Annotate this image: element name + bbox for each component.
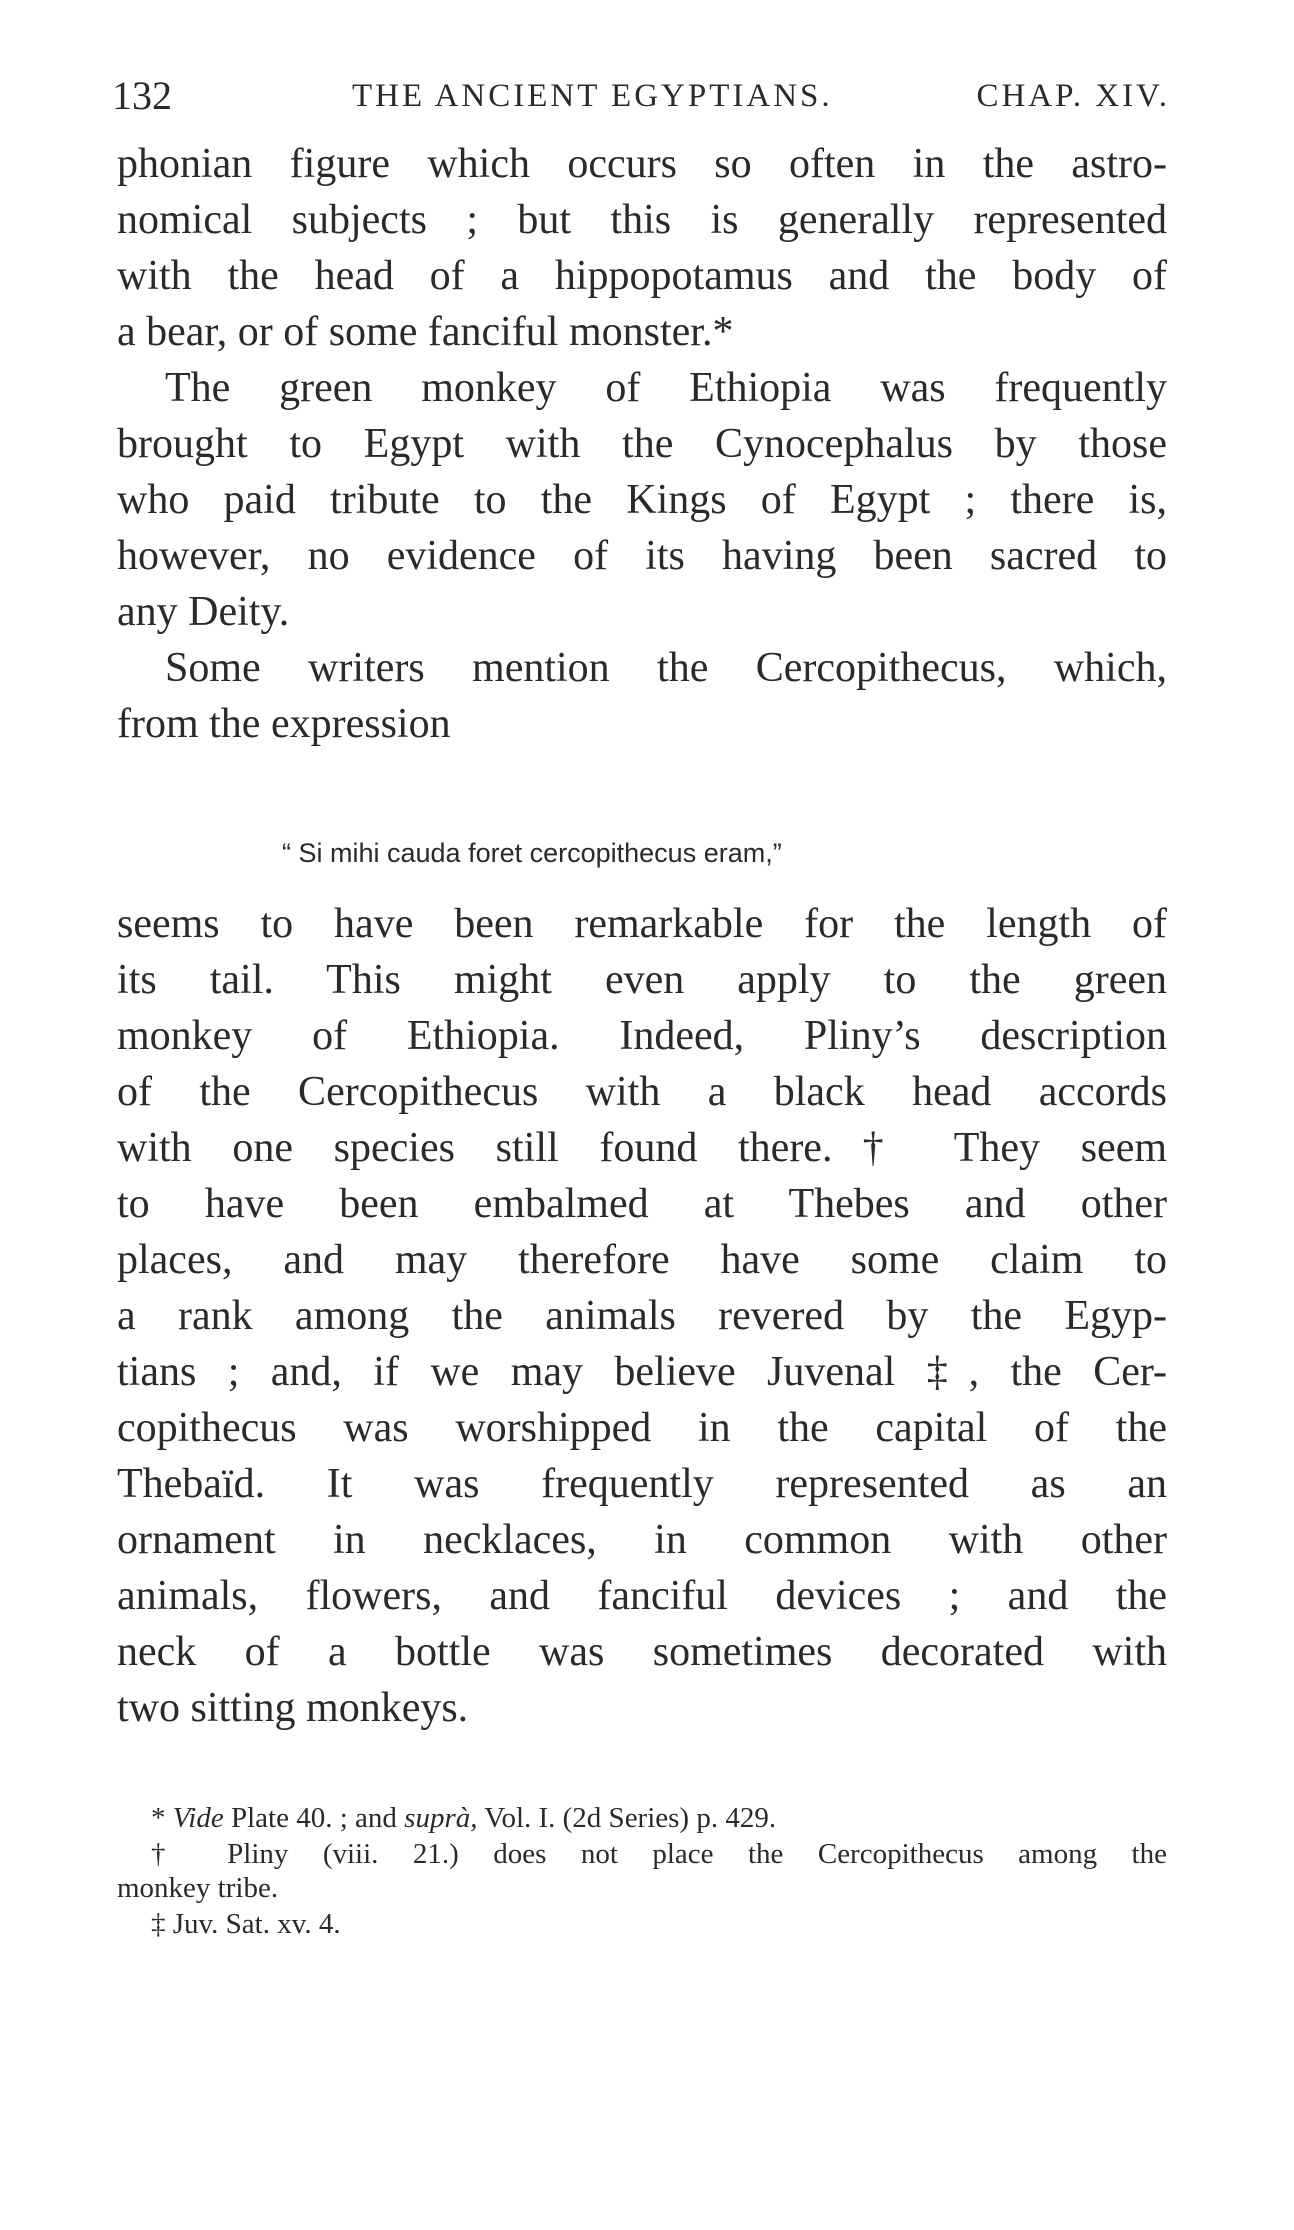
- running-title: THE ANCIENT EGYPTIANS.: [352, 78, 833, 114]
- body-line: from the expression: [117, 701, 451, 747]
- body-line: two sitting monkeys.: [117, 1685, 469, 1731]
- body-line: places, and may therefore have some claim to: [117, 1237, 1167, 1283]
- body-line: a bear, or of some fanciful monster.*: [117, 309, 734, 355]
- body-line: however, no evidence of its having been sacred to: [117, 533, 1167, 579]
- body-line: ornament in necklaces, in common with other: [117, 1517, 1167, 1563]
- body-line: Some writers mention the Cercopithecus, which,: [165, 645, 1167, 691]
- running-head: [112, 72, 1170, 128]
- body-line: animals, flowers, and fanciful devices ; and the: [117, 1573, 1167, 1619]
- footnote-2: † Pliny (viii. 21.) does not place the Cercopithecus among the: [151, 1838, 1167, 1870]
- body-line: brought to Egypt with the Cynocephalus by those: [117, 421, 1167, 467]
- body-line: nomical subjects ; but this is generally represented: [117, 197, 1167, 243]
- body-line: monkey of Ethiopia. Indeed, Pliny’s description: [117, 1013, 1167, 1059]
- body-line: seems to have been remarkable for the length of: [117, 901, 1167, 947]
- body-line: to have been embalmed at Thebes and other: [117, 1181, 1167, 1227]
- chapter-label: CHAP. XIV.: [976, 78, 1170, 114]
- body-line: with the head of a hippopotamus and the body of: [117, 253, 1167, 299]
- body-line: tians ; and, if we may believe Juvenal ‡, the Cer-: [117, 1349, 1167, 1395]
- block-quote: “ Si mihi cauda foret cercopithecus eram,”: [282, 838, 782, 868]
- body-line: of the Cercopithecus with a black head accords: [117, 1069, 1167, 1115]
- body-line: The green monkey of Ethiopia was frequently: [165, 365, 1167, 411]
- body-line: with one species still found there.† They seem: [117, 1125, 1167, 1171]
- body-line: its tail. This might even apply to the green: [117, 957, 1167, 1003]
- page-number: 132: [112, 73, 172, 118]
- body-line: a rank among the animals revered by the Egyp-: [117, 1293, 1167, 1339]
- body-line: Thebaïd. It was frequently represented as an: [117, 1461, 1167, 1507]
- body-line: neck of a bottle was sometimes decorated with: [117, 1629, 1167, 1675]
- footnote-text: Vol. I. (2d Series) p. 429.: [484, 1802, 777, 1834]
- footnote-mark: *: [151, 1802, 166, 1834]
- footnote-supra: suprà,: [404, 1802, 478, 1834]
- footnote-vide: Vide: [172, 1802, 224, 1834]
- body-line: phonian figure which occurs so often in the astro-: [117, 141, 1167, 187]
- footnote-3: ‡ Juv. Sat. xv. 4.: [151, 1908, 341, 1940]
- footnote-1: [151, 1800, 1167, 1836]
- body-line: who paid tribute to the Kings of Egypt ; there is,: [117, 477, 1167, 523]
- body-line: any Deity.: [117, 589, 290, 635]
- footnote-2-continued: monkey tribe.: [117, 1872, 279, 1904]
- body-line: copithecus was worshipped in the capital of the: [117, 1405, 1167, 1451]
- footnote-text: Plate 40. ; and: [231, 1802, 397, 1834]
